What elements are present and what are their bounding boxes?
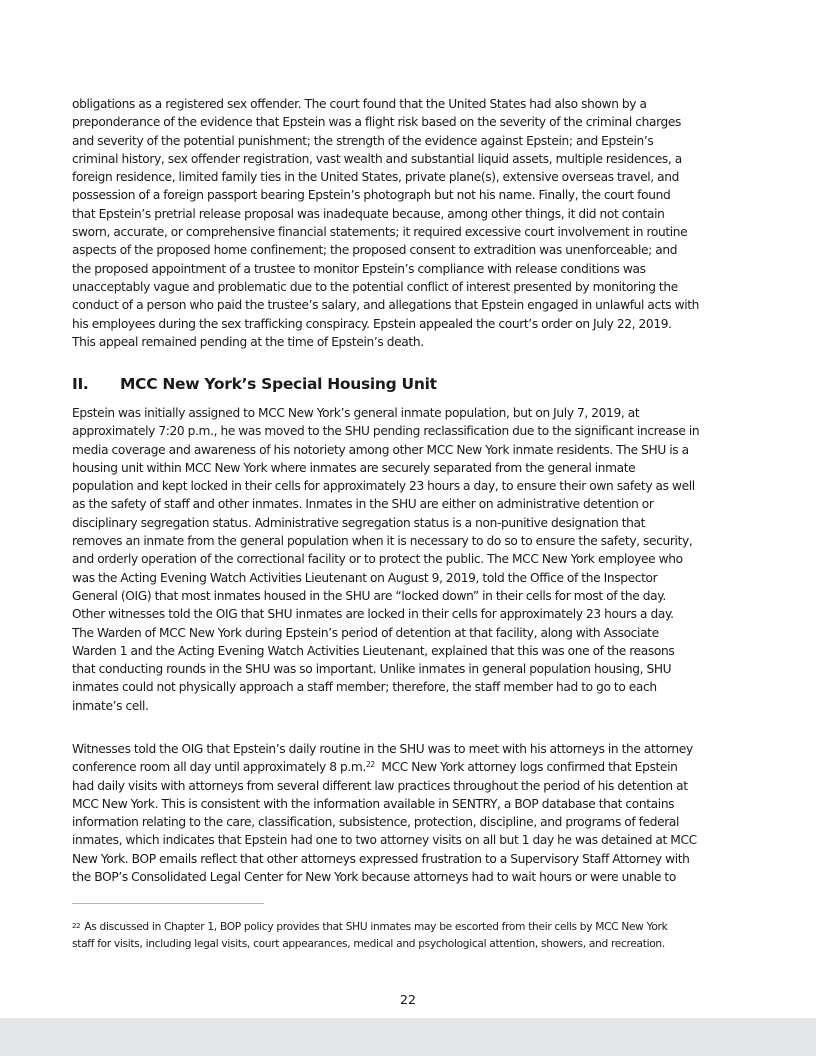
footnote-divider <box>72 903 264 904</box>
text-line: General (OIG) that most inmates housed in the SHU are “locked down” in their cells for most of the day. <box>72 588 666 603</box>
text-line: inmates could not physically approach a staff member; therefore, the staff member had to go to each <box>72 680 657 695</box>
text-line: approximately 7:20 p.m., he was moved to the SHU pending reclassification due to the significant increase in <box>72 424 700 439</box>
viewer-background <box>0 1018 816 1056</box>
text-line: Warden 1 and the Acting Evening Watch Activities Lieutenant, explained that this was one of the reasons <box>72 643 675 658</box>
footnote-22 <box>72 919 752 953</box>
text-line: sworn, accurate, or comprehensive financial statements; it required excessive court involvement in routine <box>72 225 688 240</box>
text-line: as the safety of staff and other inmates. Inmates in the SHU are either on administrative detention or <box>72 497 654 512</box>
text-line: population and kept locked in their cells for approximately 23 hours a day, to ensure their own safety as well <box>72 479 695 494</box>
text-line: information relating to the care, classification, subsistence, protection, discipline, and programs of federal <box>72 815 680 830</box>
section-title: MCC New York’s Special Housing Unit <box>120 375 437 393</box>
text-line: that Epstein’s pretrial release proposal was inadequate because, among other things, it did not contain <box>72 206 665 221</box>
text-line: inmates, which indicates that Epstein had one to two attorney visits on all but 1 day he was detained at MCC <box>72 833 697 848</box>
text-line: This appeal remained pending at the time of Epstein’s death. <box>72 334 424 349</box>
text-line: preponderance of the evidence that Epstein was a flight risk based on the severity of the criminal charges <box>72 115 682 130</box>
text-segment: As discussed in Chapter 1, BOP policy provides that SHU inmates may be escorted from their cells by MCC New York <box>84 921 668 933</box>
text-line <box>72 919 752 936</box>
page-number: 22 <box>400 992 416 1007</box>
text-line: New York. BOP emails reflect that other attorneys expressed frustration to a Supervisory Staff Attorney with <box>72 851 690 866</box>
text-line: and severity of the potential punishment; the strength of the evidence against Epstein; and Epstein’s <box>72 133 654 148</box>
text-line: Epstein was initially assigned to MCC New York’s general inmate population, but on July 7, 2019, at <box>72 406 640 420</box>
text-line: inmate’s cell. <box>72 698 149 713</box>
text-line: criminal history, sex offender registration, vast wealth and substantial liquid assets, multiple residences, a <box>72 151 682 166</box>
text-line: Other witnesses told the OIG that SHU inmates are locked in their cells for approximately 23 hours a day. <box>72 607 674 622</box>
text-line: that conducting rounds in the SHU was so important. Unlike inmates in general population housing, SHU <box>72 662 672 677</box>
text-line: Witnesses told the OIG that Epstein’s daily routine in the SHU was to meet with his attorneys in the attorney <box>72 742 693 756</box>
text-line: staff for visits, including legal visits, court appearances, medical and psychological attention, showers, and recreation. <box>72 938 665 950</box>
text-line: had daily visits with attorneys from several different law practices throughout the period of his detention at <box>72 778 688 793</box>
text-line: MCC New York. This is consistent with the information available in SENTRY, a BOP database that contains <box>72 796 675 811</box>
text-line <box>72 758 752 776</box>
text-line: obligations as a registered sex offender. The court found that the United States had also shown by a <box>72 97 647 111</box>
text-line: the proposed appointment of a trustee to monitor Epstein’s compliance with release conditions was <box>72 261 646 276</box>
text-line: the BOP’s Consolidated Legal Center for New York because attorneys had to wait hours or were unable to <box>72 870 676 885</box>
paragraph-court-findings <box>72 95 752 351</box>
text-line: The Warden of MCC New York during Epstein’s period of detention at that facility, along with Associate <box>72 625 659 640</box>
section-number: II. <box>72 375 89 393</box>
paragraph-daily-routine <box>72 740 752 886</box>
text-line: housing unit within MCC New York where inmates are securely separated from the general inmate <box>72 460 636 475</box>
text-line: his employees during the sex trafficking conspiracy. Epstein appealed the court’s order on July 22, 2019. <box>72 316 672 331</box>
text-segment: MCC New York attorney logs confirmed that Epstein <box>374 760 678 775</box>
text-line: possession of a foreign passport bearing Epstein’s photograph but not his name. Finally, the court found <box>72 188 671 203</box>
text-line: and orderly operation of the correctional facility or to protect the public. The MCC New York employee who <box>72 552 683 567</box>
text-line: foreign residence, limited family ties in the United States, private plane(s), extensive overseas travel, and <box>72 170 680 185</box>
text-line: was the Acting Evening Watch Activities Lieutenant on August 9, 2019, told the Office of the Inspector <box>72 570 658 585</box>
paragraph-shu-description <box>72 404 752 715</box>
text-line: unacceptably vague and problematic due to the potential conflict of interest presented by monitoring the <box>72 279 678 294</box>
text-line: media coverage and awareness of his notoriety among other MCC New York inmate residents. The SHU is a <box>72 442 689 457</box>
text-line: removes an inmate from the general population when it is necessary to do so to ensure the safety, security, <box>72 534 693 549</box>
footnote-reference[interactable]: 22 <box>365 760 375 770</box>
text-line: disciplinary segregation status. Administrative segregation status is a non-punitive designation that <box>72 515 646 530</box>
text-line: aspects of the proposed home confinement; the proposed consent to extradition was unenforceable; and <box>72 243 678 258</box>
text-segment: conference room all day until approximately 8 p.m. <box>72 760 366 775</box>
text-line: conduct of a person who paid the trustee’s salary, and allegations that Epstein engaged in unlawful acts with <box>72 298 700 313</box>
footnote-number: 22 <box>72 922 81 930</box>
